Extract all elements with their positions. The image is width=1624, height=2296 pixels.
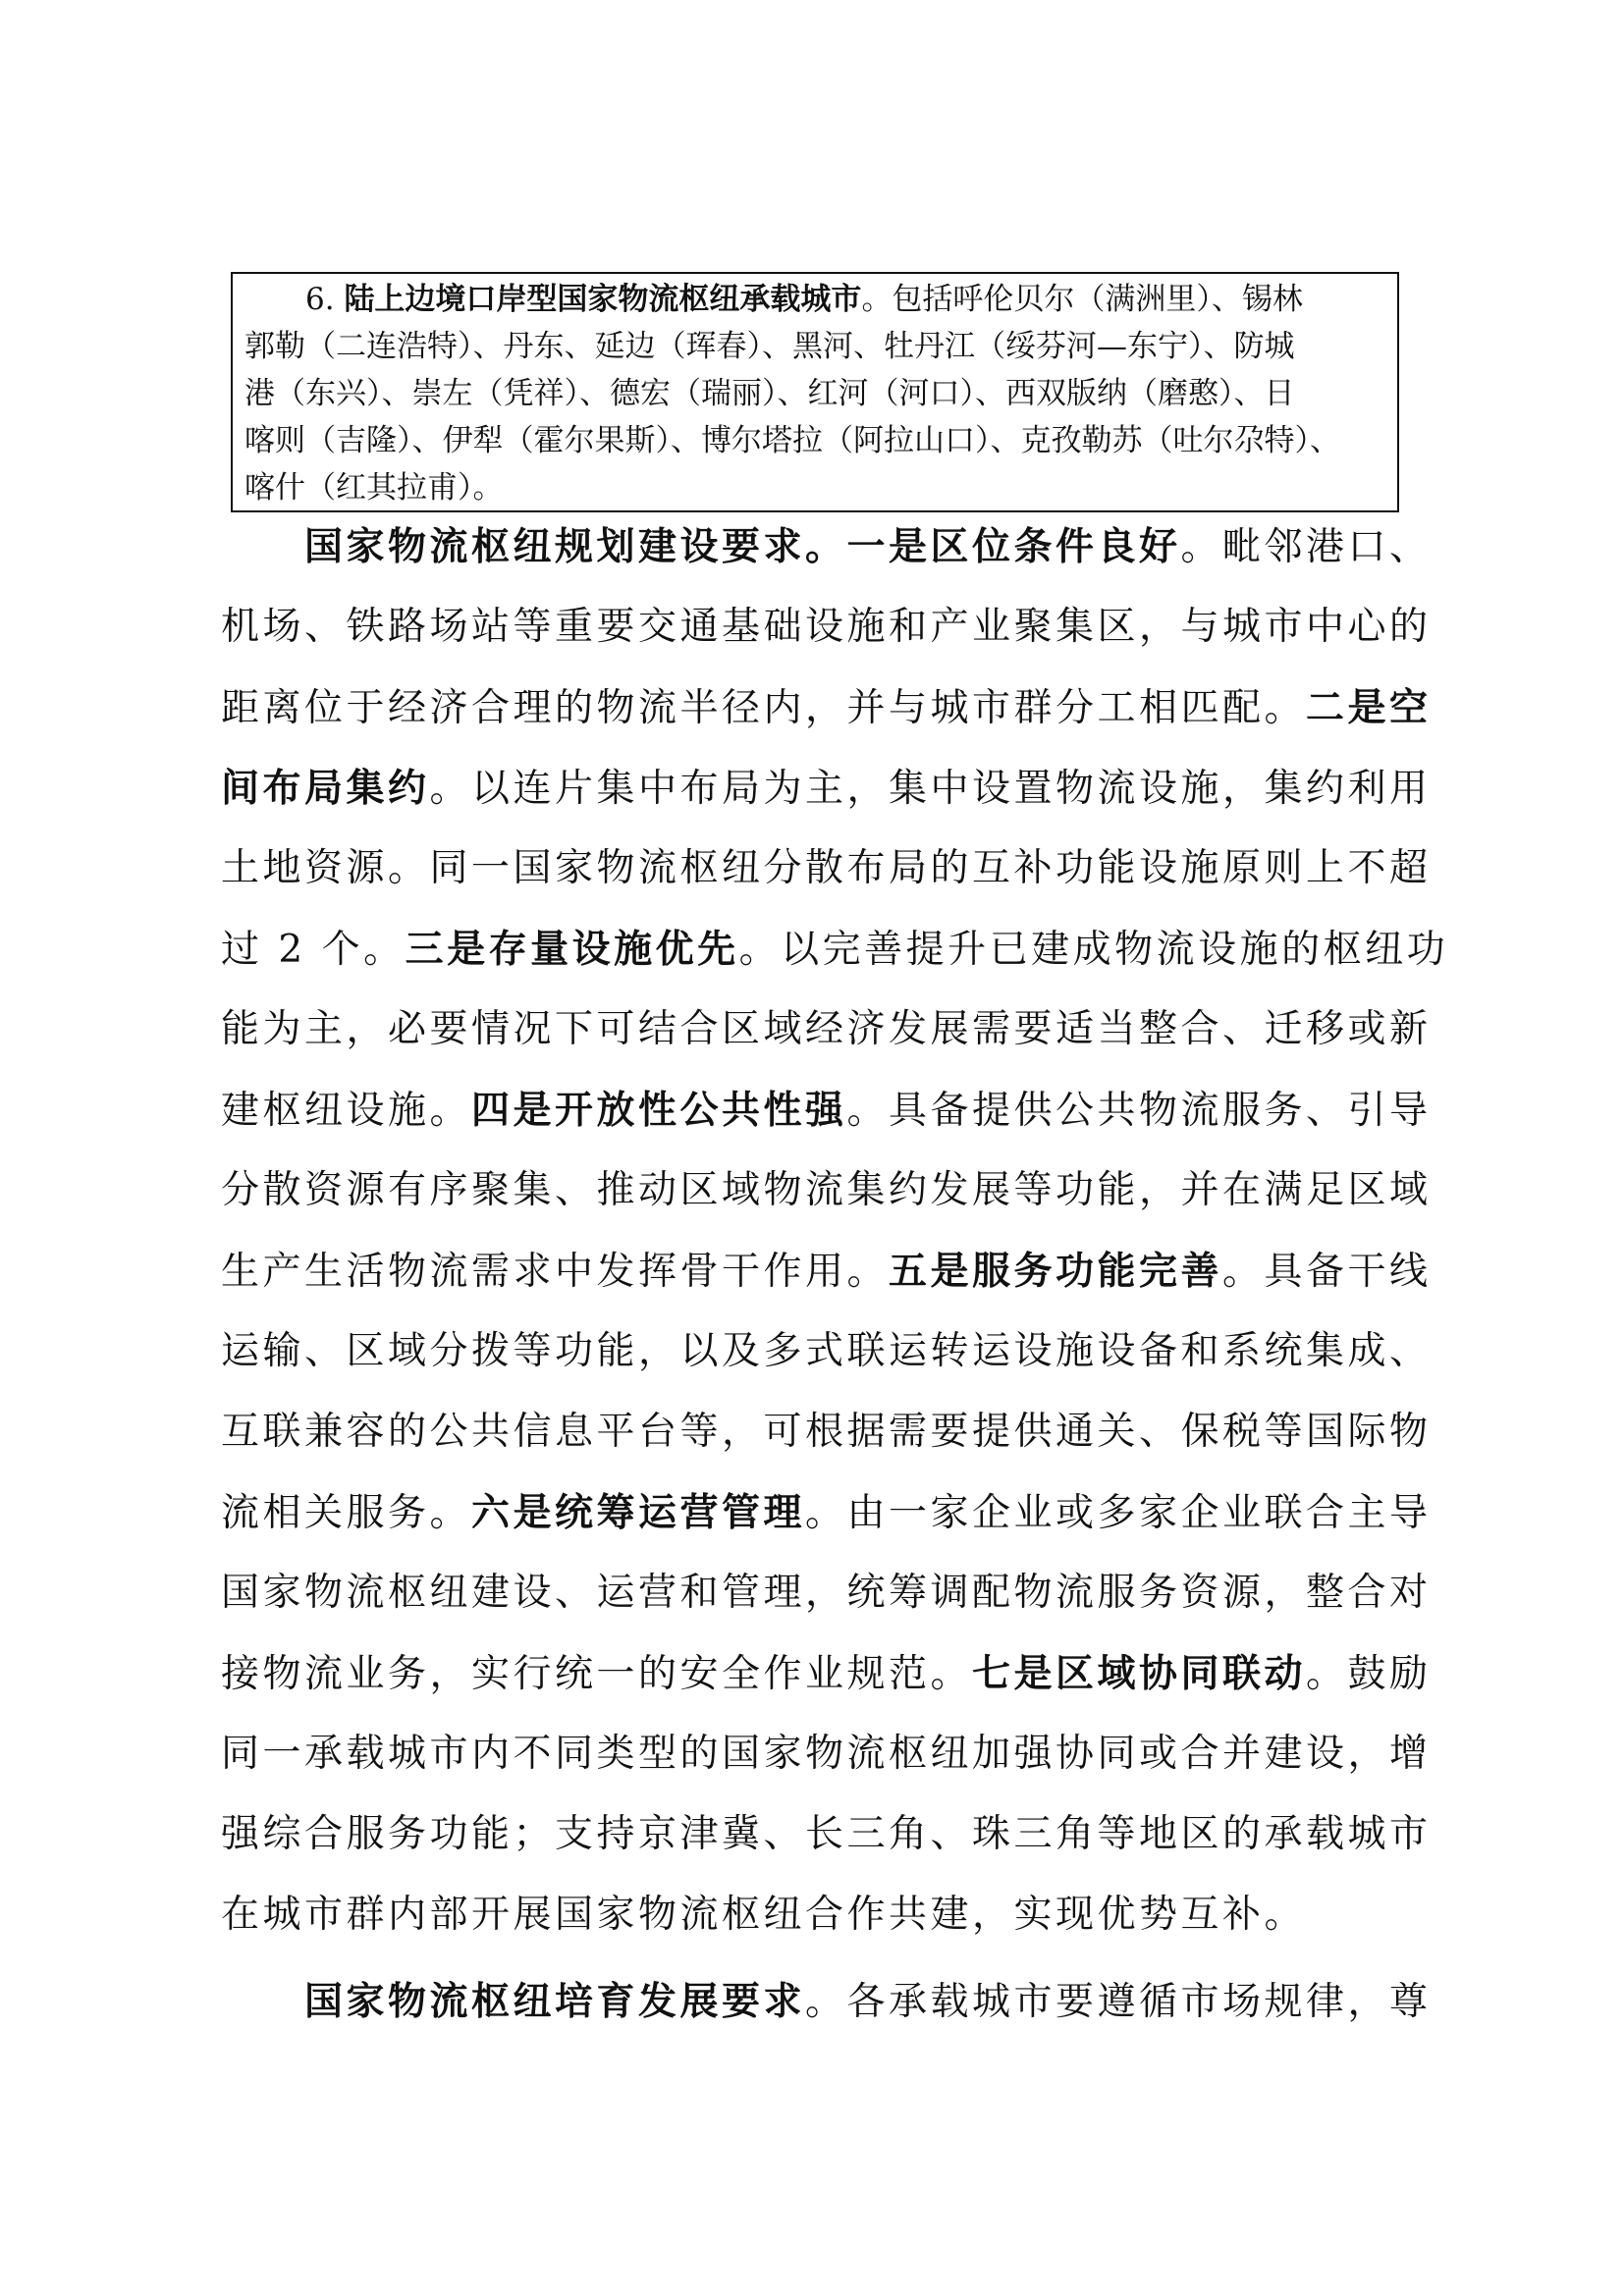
text-run: 强综合服务功能；支持京津冀、长三角、珠三角等地区的承载城市: [221, 1812, 1432, 1856]
text-run: 互联兼容的公共信息平台等，可根据需要提供通关、保税等国际物: [221, 1410, 1432, 1454]
text-run: 运输、区域分拨等功能，以及多式联运转运设施设备和系统集成、: [221, 1329, 1432, 1373]
text-run: 流相关服务。: [221, 1491, 472, 1535]
text-run: 。具备提供公共物流服务、引导: [846, 1089, 1432, 1133]
text-line: [221, 1231, 1432, 1311]
box-item-heading: 陆上边境口岸型国家物流枢纽承载城市: [344, 282, 862, 317]
box-text: 港（东兴）、崇左（凭祥）、德宏（瑞丽）、红河（河口）、西双版纳（磨憨）、日: [244, 376, 1295, 411]
section-heading: 国家物流枢纽规划建设要求。一是区位条件良好: [304, 524, 1181, 569]
text-run: 在城市群内部开展国家物流枢纽合作共建，实现优势互补。: [221, 1893, 1307, 1937]
box-text: 喀则（吉隆）、伊犁（霍尔果斯）、博尔塔拉（阿拉山口）、克孜勒苏（吐尔尕特）、: [244, 423, 1340, 458]
text-run: 能为主，必要情况下可结合区域经济发展需要适当整合、迁移或新: [221, 1007, 1432, 1051]
text-line: [221, 1633, 1432, 1714]
text-run: 。以完善提升已建成物流设施的枢纽功: [738, 928, 1449, 972]
text-line: [221, 1961, 1432, 2042]
text-run: 接物流业务，实行统一的安全作业规范。: [221, 1652, 973, 1696]
item-heading: 四是开放性公共性强: [471, 1088, 847, 1133]
text-line: [221, 1070, 1432, 1150]
text-run: 。由一家企业或多家企业联合主导: [805, 1491, 1432, 1535]
text-run: 。毗邻港口、: [1180, 525, 1432, 569]
box-line: [244, 370, 1387, 417]
text-run: 生产生活物流需求中发挥骨干作用。: [221, 1250, 890, 1294]
text-run: 同一承载城市内不同类型的国家物流枢纽加强协同或合并建设，增: [221, 1732, 1432, 1776]
box-line: [244, 417, 1387, 464]
text-line: [221, 828, 1432, 909]
box-text: 喀什（红其拉甫）。: [244, 470, 504, 506]
item-heading: 六是统筹运营管理: [471, 1490, 806, 1535]
text-line: [221, 507, 1432, 587]
paragraph-development-requirements: [221, 1961, 1432, 2042]
text-run: 土地资源。同一国家物流枢纽分散布局的互补功能设施原则上不超: [221, 846, 1432, 890]
text-line: [221, 1150, 1432, 1231]
box-line: [244, 464, 1387, 511]
item-heading: 七是区域协同联动: [972, 1651, 1307, 1696]
text-line: [221, 1553, 1432, 1633]
box-line: [244, 276, 1387, 323]
paragraph-planning-requirements: [221, 507, 1449, 1955]
text-run: 建枢纽设施。: [221, 1089, 472, 1133]
box-text: 。包括呼伦贝尔（满洲里）、锡林: [861, 282, 1303, 317]
boxed-note: [231, 272, 1399, 512]
item-heading: 二是空: [1306, 685, 1432, 730]
text-line: [221, 1472, 1432, 1553]
text-run: 国家物流枢纽建设、运营和管理，统筹调配物流服务资源，整合对: [221, 1571, 1432, 1615]
box-item-number: 6.: [305, 282, 335, 317]
text-run: 。鼓励: [1306, 1652, 1432, 1696]
text-run: 分散资源有序聚集、推动区域物流集约发展等功能，并在满足区域: [221, 1168, 1432, 1212]
item-heading: 三是存量设施优先: [405, 927, 739, 972]
text-line: [221, 1794, 1432, 1875]
text-run: 。各承载城市要遵循市场规律，尊: [805, 1980, 1432, 2024]
text-line: [221, 1714, 1432, 1794]
text-line: [221, 667, 1432, 748]
text-run: 。具备干线: [1222, 1250, 1432, 1294]
text-run: 过 2 个。: [221, 928, 406, 972]
text-line: [221, 1311, 1432, 1392]
text-line: [221, 748, 1432, 828]
text-line: [221, 989, 1432, 1070]
text-line: [221, 909, 1449, 989]
text-run: 距离位于经济合理的物流半径内，并与城市群分工相匹配。: [221, 686, 1307, 730]
text-run: 机场、铁路场站等重要交通基础设施和产业聚集区，与城市中心的: [221, 605, 1432, 649]
item-heading: 五是服务功能完善: [889, 1249, 1223, 1294]
item-heading: 间布局集约: [221, 766, 430, 811]
text-line: [221, 1875, 1409, 1955]
box-text: 郭勒（二连浩特）、丹东、延边（珲春）、黑河、牡丹江（绥芬河—东宁）、防城: [244, 329, 1295, 364]
section-heading: 国家物流枢纽培育发展要求: [304, 1979, 806, 2024]
text-run: 。以连片集中布局为主，集中设置物流设施，集约利用: [429, 767, 1432, 811]
text-line: [221, 587, 1432, 667]
box-line: [244, 323, 1387, 370]
text-line: [221, 1392, 1432, 1472]
